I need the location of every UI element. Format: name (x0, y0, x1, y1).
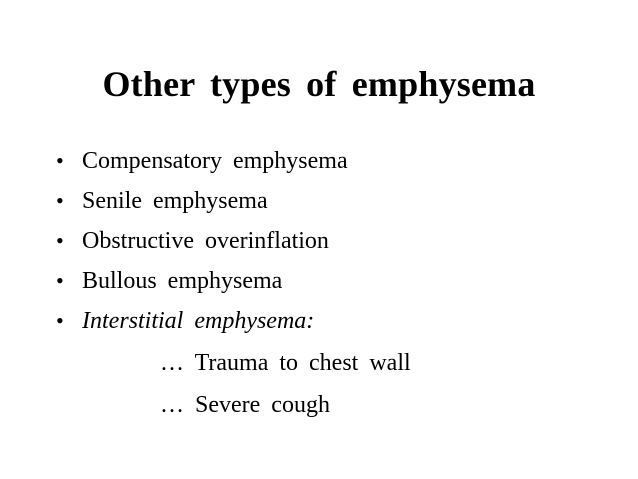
bullet-marker: • (56, 308, 64, 333)
bullet-text: Interstitial emphysema: (82, 308, 315, 334)
bullet-marker: • (56, 188, 64, 213)
slide-title: Other types of emphysema (102, 64, 536, 104)
sub-item-trauma: … Trauma to chest wall (160, 350, 411, 376)
bullet-text: Senile emphysema (82, 188, 268, 214)
bullet-marker: • (56, 148, 64, 173)
bullet-text: Bullous emphysema (82, 268, 283, 294)
sub-item-cough: … Severe cough (160, 392, 330, 418)
bullet-marker: • (56, 228, 64, 253)
bullet-text: Compensatory emphysema (82, 148, 348, 174)
bullet-text: Obstructive overinflation (82, 228, 329, 254)
bullet-marker: • (56, 268, 64, 293)
